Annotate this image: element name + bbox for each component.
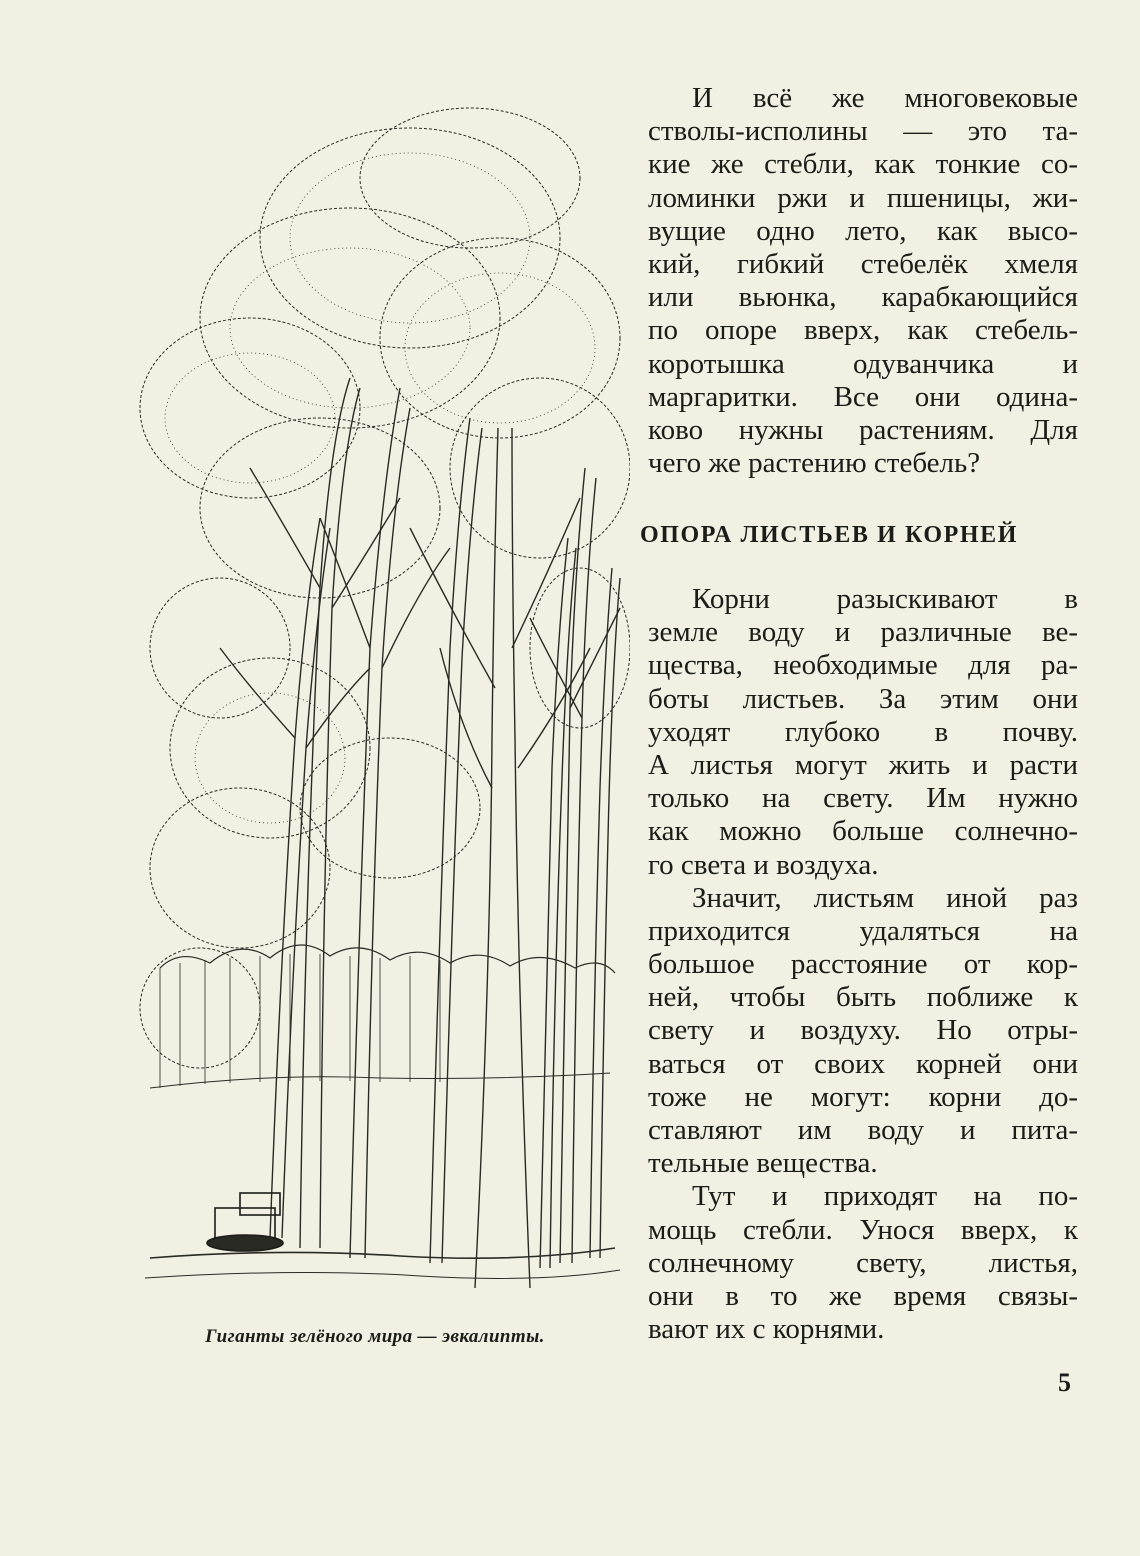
section-heading: ОПОРА ЛИСТЬЕВ И КОРНЕЙ xyxy=(640,522,1019,548)
text-line: или вьюнка, карабкающийся xyxy=(648,281,1078,314)
text-line: коротышка одуванчика и xyxy=(648,347,1078,380)
text-line: как можно больше солнечно- xyxy=(648,815,1078,848)
section-body xyxy=(648,583,1078,1346)
text-line: маргаритки. Все они одина- xyxy=(648,380,1078,413)
eucalyptus-forest-illustration xyxy=(120,88,630,1318)
text-line: тоже не могут: корни до- xyxy=(648,1080,1078,1113)
page-number: 5 xyxy=(1058,1368,1071,1397)
text-line: И всё же многовековые xyxy=(692,82,1078,114)
text-line: Корни разыскивают в xyxy=(692,583,1078,615)
text-line: ставляют им воду и пита- xyxy=(648,1114,1078,1146)
text-line: го света и воздуха. xyxy=(648,848,879,881)
text-line: приходится удаляться на xyxy=(648,914,1078,947)
text-line: Тут и приходят на по- xyxy=(692,1180,1078,1213)
paragraph-intro xyxy=(648,82,1078,480)
text-line: вущие одно лето, как высо- xyxy=(648,214,1078,247)
text-line: кие же стебли, как тонкие со- xyxy=(648,148,1078,181)
text-line: щества, необходимые для ра- xyxy=(648,649,1078,682)
text-line: большое расстояние от кор- xyxy=(648,948,1078,981)
text-line: ваться от своих корней они xyxy=(648,1047,1078,1080)
text-line: чего же растению стебель? xyxy=(648,447,981,480)
text-line: Значит, листьям иной раз xyxy=(692,881,1078,914)
text-line: стволы-исполины — это та- xyxy=(648,115,1078,148)
text-line: мощь стебли. Унося вверх, к xyxy=(648,1213,1078,1246)
text-line: ломинки ржи и пшеницы, жи- xyxy=(648,181,1078,214)
text-line: кий, гибкий стебелёк хмеля xyxy=(648,247,1078,280)
text-line: тельные вещества. xyxy=(648,1147,878,1180)
text-line: А листья могут жить и расти xyxy=(648,748,1078,781)
illustration-caption: Гиганты зелёного мира — эвкалипты. xyxy=(205,1326,545,1347)
text-line: солнечному свету, листья, xyxy=(648,1246,1078,1279)
text-line: ково нужны растениям. Для xyxy=(648,413,1078,446)
text-line: ней, чтобы быть поближе к xyxy=(648,981,1078,1014)
text-line: вают их с корнями. xyxy=(648,1313,885,1346)
text-line: боты листьев. За этим они xyxy=(648,682,1078,715)
text-line: они в то же время связы- xyxy=(648,1279,1078,1312)
text-line: свету и воздуху. Но отры- xyxy=(648,1014,1078,1047)
text-line: земле воду и различные ве- xyxy=(648,616,1078,649)
text-line: по опоре вверх, как стебель- xyxy=(648,314,1078,347)
text-line: уходят глубоко в почву. xyxy=(648,715,1078,748)
text-line: только на свету. Им нужно xyxy=(648,782,1078,815)
